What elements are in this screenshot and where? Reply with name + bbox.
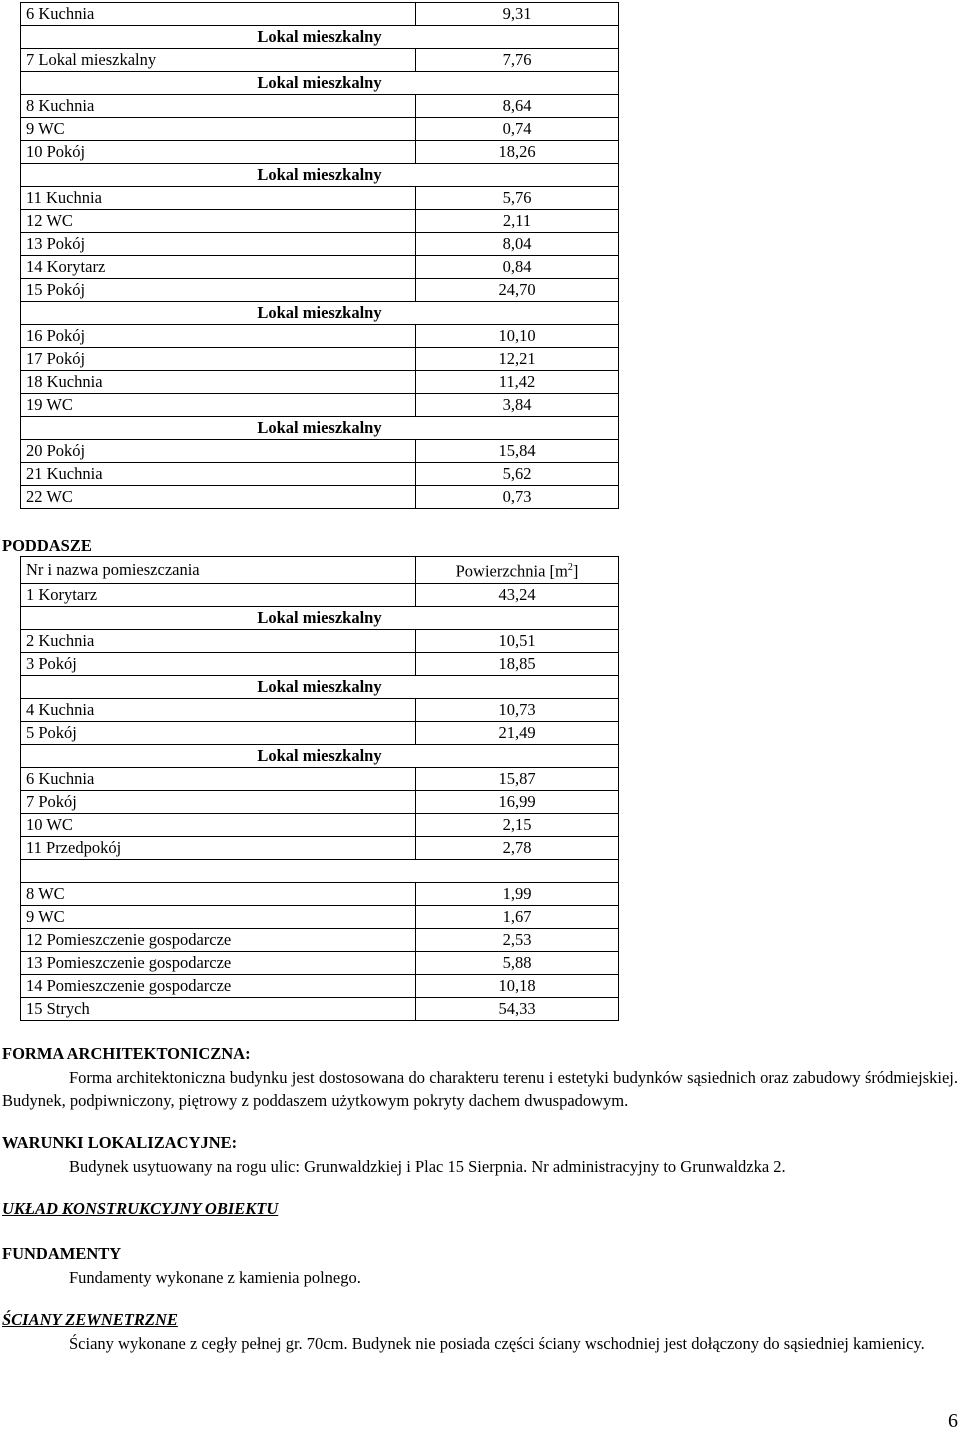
room-name: 19 WC bbox=[21, 394, 416, 417]
room-area: 15,84 bbox=[416, 440, 619, 463]
page-number: 6 bbox=[948, 1410, 958, 1432]
fundamenty-paragraph bbox=[2, 1266, 958, 1289]
table-row bbox=[21, 629, 619, 652]
room-area: 12,21 bbox=[416, 348, 619, 371]
room-name: 7 Lokal mieszkalny bbox=[21, 49, 416, 72]
attic-table-body bbox=[21, 557, 619, 1021]
room-name: 14 Pomieszczenie gospodarcze bbox=[21, 974, 416, 997]
section-label: Lokal mieszkalny bbox=[21, 675, 619, 698]
room-name: 14 Korytarz bbox=[21, 256, 416, 279]
room-name: 10 Pokój bbox=[21, 141, 416, 164]
section-row bbox=[21, 417, 619, 440]
room-name: 15 Pokój bbox=[21, 279, 416, 302]
table-row bbox=[21, 928, 619, 951]
room-name: 9 WC bbox=[21, 905, 416, 928]
table-row bbox=[21, 882, 619, 905]
section-label: Lokal mieszkalny bbox=[21, 606, 619, 629]
table-row bbox=[21, 974, 619, 997]
forma-text: Forma architektoniczna budynku jest dostosowana do charakteru terenu i estetyki budynków sąsiednich oraz zabudowy śródmiejskiej. Budynek, podpiwniczony, piętrowy z poddaszem użytkowym pokryty dachem dwuspadowym. bbox=[2, 1068, 958, 1110]
section-row bbox=[21, 72, 619, 95]
section-row bbox=[21, 606, 619, 629]
table-row bbox=[21, 210, 619, 233]
room-name: 16 Pokój bbox=[21, 325, 416, 348]
column-header-area-text: Powierzchnia [m bbox=[455, 561, 568, 581]
table-row bbox=[21, 325, 619, 348]
warunki-heading: WARUNKI LOKALIZACYJNE: bbox=[2, 1133, 238, 1152]
table-row bbox=[21, 141, 619, 164]
table-row bbox=[21, 3, 619, 26]
sciany-heading: ŚCIANY ZEWNETRZNE bbox=[2, 1310, 178, 1329]
room-area: 7,76 bbox=[416, 49, 619, 72]
section-label: Lokal mieszkalny bbox=[21, 744, 619, 767]
sciany-text: Ściany wykonane z cegły pełnej gr. 70cm. Budynek nie posiada części ściany wschodniej jest dołączony do sąsiedniej kamienicy. bbox=[69, 1334, 925, 1353]
room-area: 54,33 bbox=[416, 997, 619, 1020]
section-row bbox=[21, 744, 619, 767]
warunki-text: Budynek usytuowany na rogu ulic: Grunwaldzkiej i Plac 15 Sierpnia. Nr administracyjny to Grunwaldzka 2. bbox=[69, 1157, 786, 1176]
room-name: 6 Kuchnia bbox=[21, 3, 416, 26]
room-area: 43,24 bbox=[416, 583, 619, 606]
room-area: 16,99 bbox=[416, 790, 619, 813]
room-area: 8,64 bbox=[416, 95, 619, 118]
room-name: 17 Pokój bbox=[21, 348, 416, 371]
warunki-paragraph bbox=[2, 1155, 958, 1178]
table-row bbox=[21, 721, 619, 744]
table-row bbox=[21, 95, 619, 118]
table-row bbox=[21, 463, 619, 486]
room-name: 10 WC bbox=[21, 813, 416, 836]
forma-paragraph bbox=[2, 1066, 958, 1112]
fundamenty-text: Fundamenty wykonane z kamienia polnego. bbox=[69, 1268, 361, 1287]
room-area: 18,85 bbox=[416, 652, 619, 675]
room-name: 12 Pomieszczenie gospodarcze bbox=[21, 928, 416, 951]
room-area: 10,10 bbox=[416, 325, 619, 348]
table-row bbox=[21, 118, 619, 141]
room-area: 24,70 bbox=[416, 279, 619, 302]
table-row bbox=[21, 767, 619, 790]
table-row bbox=[21, 836, 619, 859]
room-area: 18,26 bbox=[416, 141, 619, 164]
table-row bbox=[21, 997, 619, 1020]
section-row bbox=[21, 302, 619, 325]
room-name: 8 WC bbox=[21, 882, 416, 905]
room-area: 0,74 bbox=[416, 118, 619, 141]
sciany-paragraph bbox=[2, 1332, 958, 1355]
room-name: 13 Pokój bbox=[21, 233, 416, 256]
section-label: Lokal mieszkalny bbox=[21, 72, 619, 95]
room-area: 2,11 bbox=[416, 210, 619, 233]
room-name: 22 WC bbox=[21, 486, 416, 509]
room-area: 5,62 bbox=[416, 463, 619, 486]
room-name: 13 Pomieszczenie gospodarcze bbox=[21, 951, 416, 974]
room-area: 1,67 bbox=[416, 905, 619, 928]
uklad-heading: UKŁAD KONSTRUKCYJNY OBIEKTU bbox=[2, 1199, 279, 1218]
column-header-area bbox=[416, 557, 619, 584]
column-header-area-suffix: ] bbox=[572, 561, 579, 581]
section-label: Lokal mieszkalny bbox=[21, 302, 619, 325]
poddasze-heading: PODDASZE bbox=[2, 536, 92, 555]
room-name: 9 WC bbox=[21, 118, 416, 141]
room-area: 11,42 bbox=[416, 371, 619, 394]
table-row bbox=[21, 279, 619, 302]
room-area: 0,73 bbox=[416, 486, 619, 509]
table-row bbox=[21, 49, 619, 72]
section-label: Lokal mieszkalny bbox=[21, 26, 619, 49]
room-area: 21,49 bbox=[416, 721, 619, 744]
rooms-table-body bbox=[21, 3, 619, 509]
room-area: 5,76 bbox=[416, 187, 619, 210]
section-row bbox=[21, 675, 619, 698]
room-area: 3,84 bbox=[416, 394, 619, 417]
section-row bbox=[21, 164, 619, 187]
room-name: 15 Strych bbox=[21, 997, 416, 1020]
table-row bbox=[21, 951, 619, 974]
room-name: 6 Kuchnia bbox=[21, 767, 416, 790]
room-name: 2 Kuchnia bbox=[21, 629, 416, 652]
table-row bbox=[21, 440, 619, 463]
room-area: 5,88 bbox=[416, 951, 619, 974]
fundamenty-heading: FUNDAMENTY bbox=[2, 1244, 122, 1263]
table-row bbox=[21, 394, 619, 417]
room-name: 12 WC bbox=[21, 210, 416, 233]
table-row bbox=[21, 813, 619, 836]
table-row bbox=[21, 905, 619, 928]
room-area: 10,51 bbox=[416, 629, 619, 652]
room-name: 21 Kuchnia bbox=[21, 463, 416, 486]
room-area: 1,99 bbox=[416, 882, 619, 905]
section-label: Lokal mieszkalny bbox=[21, 417, 619, 440]
room-area: 2,53 bbox=[416, 928, 619, 951]
room-name: 7 Pokój bbox=[21, 790, 416, 813]
room-name: 18 Kuchnia bbox=[21, 371, 416, 394]
table-row bbox=[21, 371, 619, 394]
room-area: 8,04 bbox=[416, 233, 619, 256]
blank-row bbox=[21, 859, 619, 882]
room-area: 10,18 bbox=[416, 974, 619, 997]
room-area: 15,87 bbox=[416, 767, 619, 790]
table-row bbox=[21, 256, 619, 279]
room-name: 1 Korytarz bbox=[21, 583, 416, 606]
table-row bbox=[21, 233, 619, 256]
table-header-row bbox=[21, 557, 619, 584]
rooms-table-floor bbox=[20, 2, 619, 509]
room-name: 11 Przedpokój bbox=[21, 836, 416, 859]
room-name: 3 Pokój bbox=[21, 652, 416, 675]
room-name: 11 Kuchnia bbox=[21, 187, 416, 210]
table-row bbox=[21, 348, 619, 371]
column-header-area-sup: 2 bbox=[567, 562, 573, 573]
room-name: 8 Kuchnia bbox=[21, 95, 416, 118]
column-header-name: Nr i nazwa pomieszczania bbox=[21, 557, 416, 584]
forma-heading: FORMA ARCHITEKTONICZNA: bbox=[2, 1044, 251, 1063]
room-area: 2,15 bbox=[416, 813, 619, 836]
rooms-table-attic bbox=[20, 556, 619, 1021]
table-row bbox=[21, 583, 619, 606]
table-row bbox=[21, 652, 619, 675]
section-row bbox=[21, 26, 619, 49]
table-row bbox=[21, 698, 619, 721]
room-area: 10,73 bbox=[416, 698, 619, 721]
room-area: 0,84 bbox=[416, 256, 619, 279]
room-name: 20 Pokój bbox=[21, 440, 416, 463]
room-name: 4 Kuchnia bbox=[21, 698, 416, 721]
room-area: 2,78 bbox=[416, 836, 619, 859]
table-row bbox=[21, 187, 619, 210]
table-row bbox=[21, 790, 619, 813]
room-name: 5 Pokój bbox=[21, 721, 416, 744]
section-label: Lokal mieszkalny bbox=[21, 164, 619, 187]
table-row bbox=[21, 486, 619, 509]
blank-cell bbox=[21, 859, 619, 882]
room-area: 9,31 bbox=[416, 3, 619, 26]
